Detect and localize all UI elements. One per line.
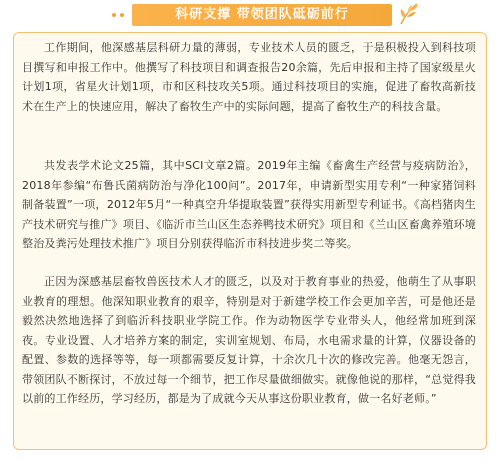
decor-dot	[112, 13, 116, 17]
paragraph-vocational-education: 正因为深感基层畜牧兽医技术人才的匮乏，以及对于教育事业的热爱，他萌生了从事职业教育的理想。他深知职业教育的艰辛，特别是对于新建学校工作会更加辛苦，可是他还是毅然决然地选择了到临沂科技职业学院工作。作为动物医学专业带头人，他经常加班到深夜。专业设置、人才培养方案的制定，实训室规划、布局，水电需求量的计算，仪器设备的配置、参数的选择等等，每一项都需要反复计算，十余次几十次的修改完善。他毫无怨言，带领团队不断探讨，不放过每一个细节，把工作尽量做细做实。就像他说的那样，“总觉得我以前的工作经历，学习经历，都是为了成就今天从事这份职业教育，做一名好老师。”	[22, 275, 476, 405]
title-banner	[132, 4, 392, 26]
decor-dot	[120, 13, 124, 17]
paragraph-publications: 共发表学术论文25篇，其中SCI文章2篇。2019年主编《畜禽生产经营与疫病防治》，2018年参编“布鲁氏菌病防治与净化100问”。2017年，申请新型实用专利“一种家猪饲料制备装置”一项，2012年5月“一种真空升华提取装置”获得实用新型专利证书。《高档猪肉生产技术研究与推广》项目、《临沂市兰山区生态养鸭技术研究》项目和《兰山区畜禽养殖环境整治及粪污处理技术推广》项目分别获得临沂市科技进步奖二等奖。	[22, 159, 476, 250]
section-header	[0, 0, 501, 28]
paragraph-research-projects: 工作期间，他深感基层科研力量的薄弱，专业技术人员的匮乏，于是积极投入到科技项目撰写和申报工作中。他撰写了科技项目和调查报告20余篇，先后申报和主持了国家级星火计划1项，省星火计划1项，市和区科技攻关5项。通过科技项目的实施，促进了畜牧高新技术在生产上的快速应用，解决了畜牧生产中的实际问题，提高了畜牧生产的科技含量。	[22, 41, 476, 113]
leaf-icon	[395, 0, 423, 28]
section-title: 科研支撑 带领团队砥砺前行	[175, 7, 349, 22]
